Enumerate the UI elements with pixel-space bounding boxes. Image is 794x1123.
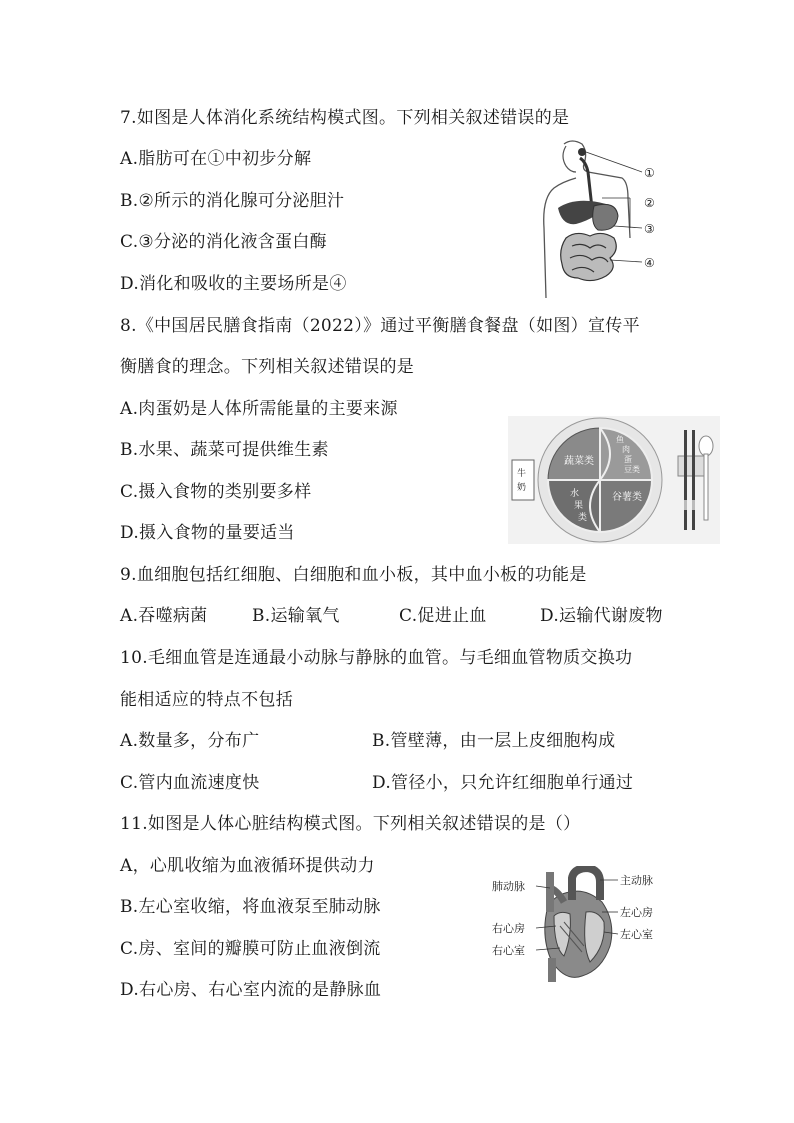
- meat-label-4: 豆类: [624, 465, 640, 474]
- q10-option-b: B.管壁薄，由一层上皮细胞构成: [372, 731, 616, 751]
- balanced-diet-plate-figure: [508, 416, 720, 544]
- label-4: ④: [644, 256, 655, 270]
- q7-option-b: B.②所示的消化腺可分泌胆汁: [120, 191, 345, 211]
- fruit-label-2: 果: [574, 501, 584, 511]
- q11-option-b: B.左心室收缩，将血液泵至肺动脉: [120, 897, 381, 917]
- left-atrium-label: 左心房: [620, 906, 653, 919]
- fruit-label-1: 水: [570, 489, 580, 499]
- meat-label-1: 鱼: [616, 435, 624, 444]
- label-1: ①: [644, 166, 655, 180]
- q8-option-c: C.摄入食物的类别要多样: [120, 482, 312, 502]
- q8-option-a: A.肉蛋奶是人体所需能量的主要来源: [120, 399, 398, 419]
- q11-option-a: A，心肌收缩为血液循环提供动力: [120, 856, 375, 876]
- digestive-system-figure: [536, 138, 666, 300]
- fruit-label-3: 类: [578, 513, 588, 523]
- q10-stem-line2: 能相适应的特点不包括: [120, 690, 293, 710]
- left-ventricle-label: 左心室: [620, 928, 653, 941]
- meat-label-3: 蛋: [624, 455, 632, 464]
- q9-stem: 9.血细胞包括红细胞、白细胞和血小板，其中血小板的功能是: [120, 565, 587, 585]
- q9-option-c: C.促进止血: [399, 606, 487, 626]
- q8-stem-line2: 衡膳食的理念。下列相关叙述错误的是: [120, 357, 415, 377]
- right-ventricle-label: 右心室: [492, 944, 525, 957]
- q9-option-d: D.运输代谢废物: [540, 606, 663, 626]
- right-atrium-label: 右心房: [492, 922, 525, 935]
- grains-label: 谷薯类: [612, 492, 642, 503]
- q8-option-d: D.摄入食物的量要适当: [120, 523, 295, 543]
- q8-option-b: B.水果、蔬菜可提供维生素: [120, 440, 329, 460]
- q10-option-c: C.管内血流速度快: [120, 773, 260, 793]
- q7-option-a: A.脂肪可在①中初步分解: [120, 149, 312, 169]
- aorta-label: 主动脉: [620, 874, 653, 887]
- pulmonary-artery-label: 肺动脉: [492, 880, 525, 893]
- label-2: ②: [644, 196, 655, 210]
- q8-stem-line1: 8.《中国居民膳食指南（2022）》通过平衡膳食餐盘（如图）宣传平: [120, 316, 640, 336]
- q10-option-a: A.数量多，分布广: [120, 731, 260, 751]
- q10-stem-line1: 10.毛细血管是连通最小动脉与静脉的血管。与毛细血管物质交换功: [120, 648, 633, 668]
- q7-stem: 7.如图是人体消化系统结构模式图。下列相关叙述错误的是: [120, 108, 570, 128]
- q11-option-d: D.右心房、右心室内流的是静脉血: [120, 980, 382, 1000]
- label-3: ③: [644, 222, 655, 236]
- q9-option-a: A.吞噬病菌: [120, 606, 208, 626]
- q7-option-c: C.③分泌的消化液含蛋白酶: [120, 232, 327, 252]
- q9-option-b: B.运输氧气: [252, 606, 340, 626]
- milk-label-2: 奶: [517, 483, 527, 493]
- q11-option-c: C.房、室间的瓣膜可防止血液倒流: [120, 939, 381, 959]
- q10-option-d: D.管径小，只允许红细胞单行通过: [372, 773, 634, 793]
- q7-option-d: D.消化和吸收的主要场所是④: [120, 274, 347, 294]
- heart-structure-figure: [490, 866, 690, 986]
- q11-stem: 11.如图是人体心脏结构模式图。下列相关叙述错误的是（）: [120, 814, 581, 834]
- meat-label-2: 肉: [622, 445, 630, 454]
- vegetables-label: 蔬菜类: [564, 456, 594, 467]
- milk-label-1: 牛: [517, 469, 527, 479]
